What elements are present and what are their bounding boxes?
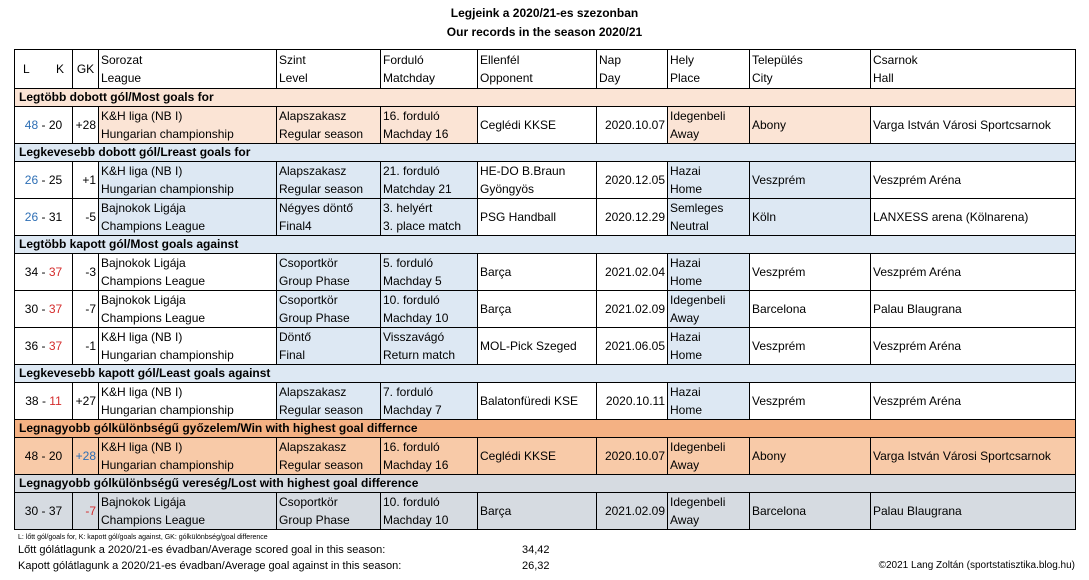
hall-cell: Veszprém Aréna [871, 254, 1076, 291]
city-cell: Veszprém [750, 383, 871, 420]
opponent-cell: Ceglédi KKSE [478, 107, 597, 144]
section-header [15, 236, 1076, 254]
series-cell: K&H liga (NB I) Hungarian championship [99, 328, 277, 365]
round-cell: 7. forduló Machday 7 [381, 383, 478, 420]
place-cell: Hazai Home [668, 254, 750, 291]
avg-against-value: 26,32 [522, 560, 550, 572]
score-cell [15, 328, 73, 365]
round-cell: 21. forduló Matchday 21 [381, 162, 478, 199]
goals-for: 30 [24, 504, 39, 518]
city-cell: Köln [750, 199, 871, 236]
table-row [15, 493, 1076, 530]
level-cell: Csoportkör Group Phase [277, 493, 381, 530]
hall-cell: Palau Blaugrana [871, 493, 1076, 530]
city-cell: Abony [750, 107, 871, 144]
city-cell: Abony [750, 438, 871, 475]
date-cell: 2020.12.29 [597, 199, 668, 236]
goals-for: 34 [24, 265, 39, 279]
hall-cell: Varga István Városi Sportcsarnok [871, 438, 1076, 475]
score-separator: - [38, 173, 49, 187]
date-cell: 2021.02.09 [597, 493, 668, 530]
goals-against: 37 [48, 302, 63, 316]
date-cell: 2021.02.09 [597, 291, 668, 328]
goals-for: 26 [24, 210, 39, 224]
avg-scored-value: 34,42 [522, 544, 550, 556]
series-cell: Bajnokok Ligája Champions League [99, 199, 277, 236]
header-day: Nap Day [597, 50, 668, 89]
table-row [15, 199, 1076, 236]
section-title: Legtöbb kapott gól/Most goals against [15, 236, 1076, 254]
score-cell [15, 107, 73, 144]
hall-cell: Veszprém Aréna [871, 162, 1076, 199]
section-header [15, 420, 1076, 438]
score-separator: - [38, 339, 49, 353]
section-title: Legkevesebb dobott gól/Lreast goals for [15, 144, 1076, 162]
series-cell: K&H liga (NB I) Hungarian championship [99, 162, 277, 199]
round-cell: 16. forduló Machday 16 [381, 438, 478, 475]
score-cell [15, 254, 73, 291]
score-separator: - [38, 302, 49, 316]
score-separator: - [38, 265, 49, 279]
opponent-cell: MOL-Pick Szeged [478, 328, 597, 365]
series-cell: Bajnokok Ligája Champions League [99, 291, 277, 328]
date-cell: 2021.06.05 [597, 328, 668, 365]
hall-cell: Veszprém Aréna [871, 383, 1076, 420]
hall-cell: LANXESS arena (Kölnarena) [871, 199, 1076, 236]
place-cell: Idegenbeli Away [668, 291, 750, 328]
goals-against: 20 [48, 449, 63, 463]
goals-against: 31 [48, 210, 63, 224]
date-cell: 2020.10.07 [597, 107, 668, 144]
city-cell: Veszprém [750, 328, 871, 365]
level-cell: Csoportkör Group Phase [277, 291, 381, 328]
score-cell [15, 291, 73, 328]
place-cell: Idegenbeli Away [668, 438, 750, 475]
opponent-cell: PSG Handball [478, 199, 597, 236]
hall-cell: Varga István Városi Sportcsarnok [871, 107, 1076, 144]
section-header [15, 89, 1076, 107]
header-lk [15, 50, 73, 89]
level-cell: Alapszakasz Regular season [277, 107, 381, 144]
series-cell: K&H liga (NB I) Hungarian championship [99, 107, 277, 144]
level-cell: Alapszakasz Regular season [277, 162, 381, 199]
page-title: Legjeink a 2020/21-es szezonban [450, 6, 639, 20]
section-title: Legkevesebb kapott gól/Least goals against [15, 365, 1076, 383]
goals-against: 37 [48, 339, 63, 353]
table-row [15, 291, 1076, 328]
opponent-cell: Ceglédi KKSE [478, 438, 597, 475]
goal-difference: +28 [73, 107, 99, 144]
avg-against-label: Kapott gólátlagunk a 2020/21-es évadban/Average goal against in this season: [18, 560, 402, 572]
round-cell: 3. helyért 3. place match [381, 199, 478, 236]
table-row [15, 254, 1076, 291]
round-cell: 10. forduló Machday 10 [381, 493, 478, 530]
city-cell: Veszprém [750, 162, 871, 199]
table-row [15, 328, 1076, 365]
goals-for: 30 [24, 302, 39, 316]
page-subtitle: Our records in the season 2020/21 [446, 25, 643, 39]
goals-for: 48 [24, 449, 39, 463]
table-row [15, 438, 1076, 475]
level-cell: Alapszakasz Regular season [277, 383, 381, 420]
header-row [15, 50, 1076, 89]
opponent-cell: Balatonfüredi KSE [478, 383, 597, 420]
table-row [15, 162, 1076, 199]
date-cell: 2021.02.04 [597, 254, 668, 291]
goal-difference: -7 [73, 493, 99, 530]
goal-difference: -1 [73, 328, 99, 365]
section-header [15, 144, 1076, 162]
goals-against: 37 [48, 265, 63, 279]
table-row [15, 383, 1076, 420]
header-hall: Csarnok Hall [871, 50, 1076, 89]
hall-cell: Veszprém Aréna [871, 328, 1076, 365]
goals-against: 20 [48, 118, 63, 132]
place-cell: Hazai Home [668, 383, 750, 420]
level-cell: Alapszakasz Regular season [277, 438, 381, 475]
opponent-cell: Barça [478, 254, 597, 291]
place-cell: Hazai Home [668, 328, 750, 365]
score-cell [15, 383, 73, 420]
place-cell: Semleges Neutral [668, 199, 750, 236]
date-cell: 2020.10.07 [597, 438, 668, 475]
goals-for: 26 [24, 173, 39, 187]
level-cell: Négyes döntő Final4 [277, 199, 381, 236]
round-cell: 5. forduló Machday 5 [381, 254, 478, 291]
header-round: Forduló Matchday [381, 50, 478, 89]
round-cell: Visszavágó Return match [381, 328, 478, 365]
table-row [15, 107, 1076, 144]
goal-difference: -5 [73, 199, 99, 236]
goals-against: 37 [48, 504, 63, 518]
goals-against: 25 [48, 173, 63, 187]
section-header [15, 365, 1076, 383]
goals-for: 38 [25, 394, 39, 408]
goal-difference: -3 [73, 254, 99, 291]
score-separator: - [38, 118, 49, 132]
goals-for: 36 [24, 339, 39, 353]
series-cell: K&H liga (NB I) Hungarian championship [99, 383, 277, 420]
score-cell [15, 162, 73, 199]
opponent-cell: Barça [478, 493, 597, 530]
date-cell: 2020.10.11 [597, 383, 668, 420]
round-cell: 10. forduló Machday 10 [381, 291, 478, 328]
header-l: L [23, 62, 30, 76]
section-title: Legnagyobb gólkülönbségű győzelem/Win with highest goal differnce [15, 420, 1076, 438]
score-separator: - [38, 449, 49, 463]
records-table [14, 49, 1076, 530]
goals-for: 48 [24, 118, 39, 132]
header-gk: GK [73, 50, 99, 89]
header-level: Szint Level [277, 50, 381, 89]
copyright: ©2021 Lang Zoltán (sportstatisztika.blog.hu) [878, 560, 1075, 571]
avg-scored-label: Lőtt gólátlagunk a 2020/21-es évadban/Average scored goal in this season: [18, 544, 386, 556]
city-cell: Barcelona [750, 291, 871, 328]
hall-cell: Palau Blaugrana [871, 291, 1076, 328]
header-city: Település City [750, 50, 871, 89]
goals-against: 11 [49, 394, 62, 408]
series-cell: Bajnokok Ligája Champions League [99, 254, 277, 291]
header-k: K [55, 62, 64, 76]
score-cell [15, 199, 73, 236]
city-cell: Veszprém [750, 254, 871, 291]
score-separator: - [38, 394, 50, 408]
score-separator: - [38, 210, 49, 224]
goal-difference: -7 [73, 291, 99, 328]
section-title: Legnagyobb gólkülönbségű vereség/Lost with highest goal difference [15, 475, 1076, 493]
goal-difference: +28 [73, 438, 99, 475]
series-cell: K&H liga (NB I) Hungarian championship [99, 438, 277, 475]
score-cell [15, 438, 73, 475]
section-header [15, 475, 1076, 493]
place-cell: Idegenbeli Away [668, 107, 750, 144]
level-cell: Döntő Final [277, 328, 381, 365]
opponent-cell: HE-DO B.Braun Gyöngyös [478, 162, 597, 199]
score-separator: - [38, 504, 49, 518]
place-cell: Idegenbeli Away [668, 493, 750, 530]
goal-difference: +27 [73, 383, 99, 420]
header-opponent: Ellenfél Opponent [478, 50, 597, 89]
header-series: Sorozat League [99, 50, 277, 89]
footnote: L: lőtt gól/goals for, K: kapott gól/goals against, GK: gólkülönbség/goal difference [18, 534, 268, 541]
goal-difference: +1 [73, 162, 99, 199]
header-place: Hely Place [668, 50, 750, 89]
score-cell [15, 493, 73, 530]
opponent-cell: Barça [478, 291, 597, 328]
city-cell: Barcelona [750, 493, 871, 530]
series-cell: Bajnokok Ligája Champions League [99, 493, 277, 530]
section-title: Legtöbb dobott gól/Most goals for [15, 89, 1076, 107]
date-cell: 2020.12.05 [597, 162, 668, 199]
round-cell: 16. forduló Machday 16 [381, 107, 478, 144]
level-cell: Csoportkör Group Phase [277, 254, 381, 291]
place-cell: Hazai Home [668, 162, 750, 199]
